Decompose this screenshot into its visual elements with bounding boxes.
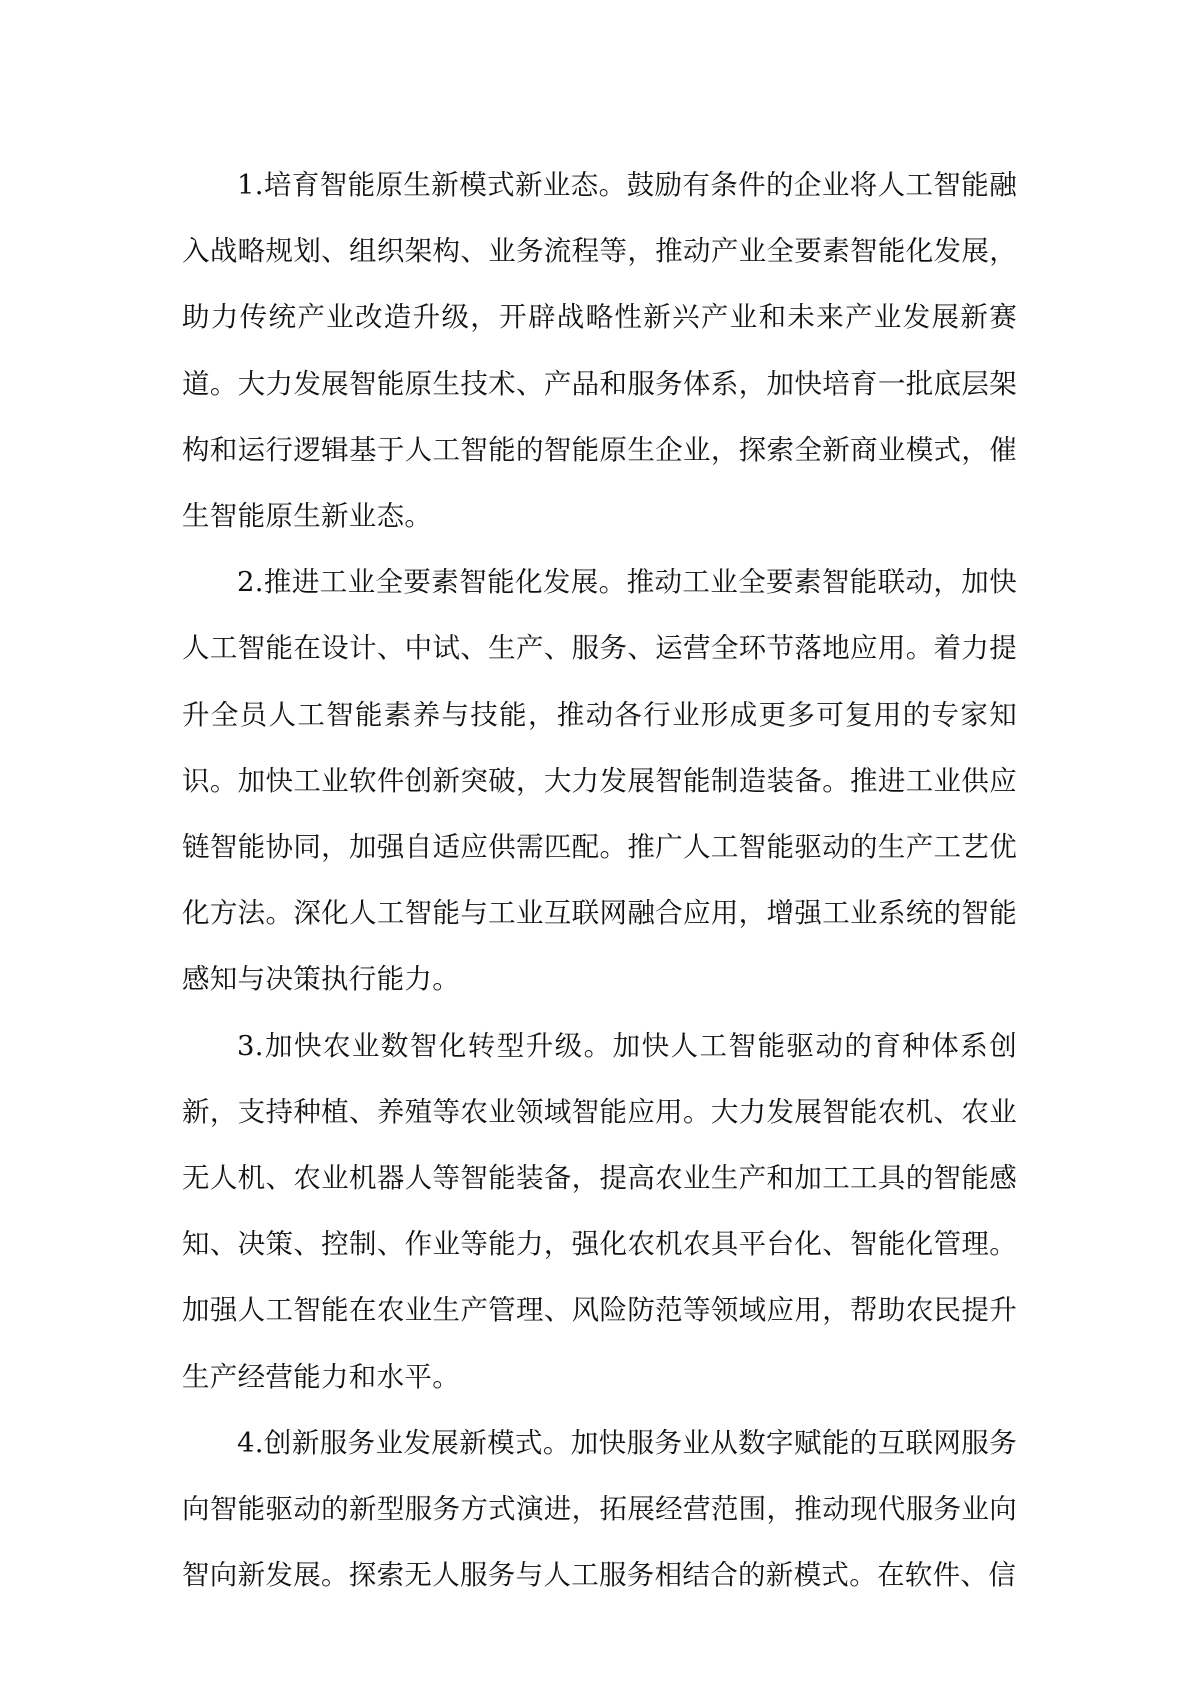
paragraph-2: 2.推进工业全要素智能化发展。推动工业全要素智能联动，加快人工智能在设计、中试、生产、服务、运营全环节落地应用。着力提升全员人工智能素养与技能，推动各行业形成更多可复用的专家知识。加快工业软件创新突破，大力发展智能制造装备。推进工业供应链智能协同，加强自适应供需匹配。推广人工智能驱动的生产工艺优化方法。深化人工智能与工业互联网融合应用，增强工业系统的智能感知与决策执行能力。: [182, 566, 1017, 996]
paragraph-1: 1.培育智能原生新模式新业态。鼓励有条件的企业将人工智能融入战略规划、组织架构、业务流程等，推动产业全要素智能化发展，助力传统产业改造升级，开辟战略性新兴产业和未来产业发展新赛道。大力发展智能原生技术、产品和服务体系，加快培育一批底层架构和运行逻辑基于人工智能的智能原生企业，探索全新商业模式，催生智能原生新业态。: [182, 169, 1017, 533]
paragraph-4: 4.创新服务业发展新模式。加快服务业从数字赋能的互联网服务向智能驱动的新型服务方式演进，拓展经营范围，推动现代服务业向智向新发展。探索无人服务与人工服务相结合的新模式。在软件、信: [182, 1426, 1017, 1592]
paragraph-3: 3.加快农业数智化转型升级。加快人工智能驱动的育种体系创新，支持种植、养殖等农业领域智能应用。大力发展智能农机、农业无人机、农业机器人等智能装备，提高农业生产和加工工具的智能感知、决策、控制、作业等能力，强化农机农具平台化、智能化管理。加强人工智能在农业生产管理、风险防范等领域应用，帮助农民提升生产经营能力和水平。: [182, 1029, 1017, 1393]
document-body: [182, 152, 1017, 1608]
